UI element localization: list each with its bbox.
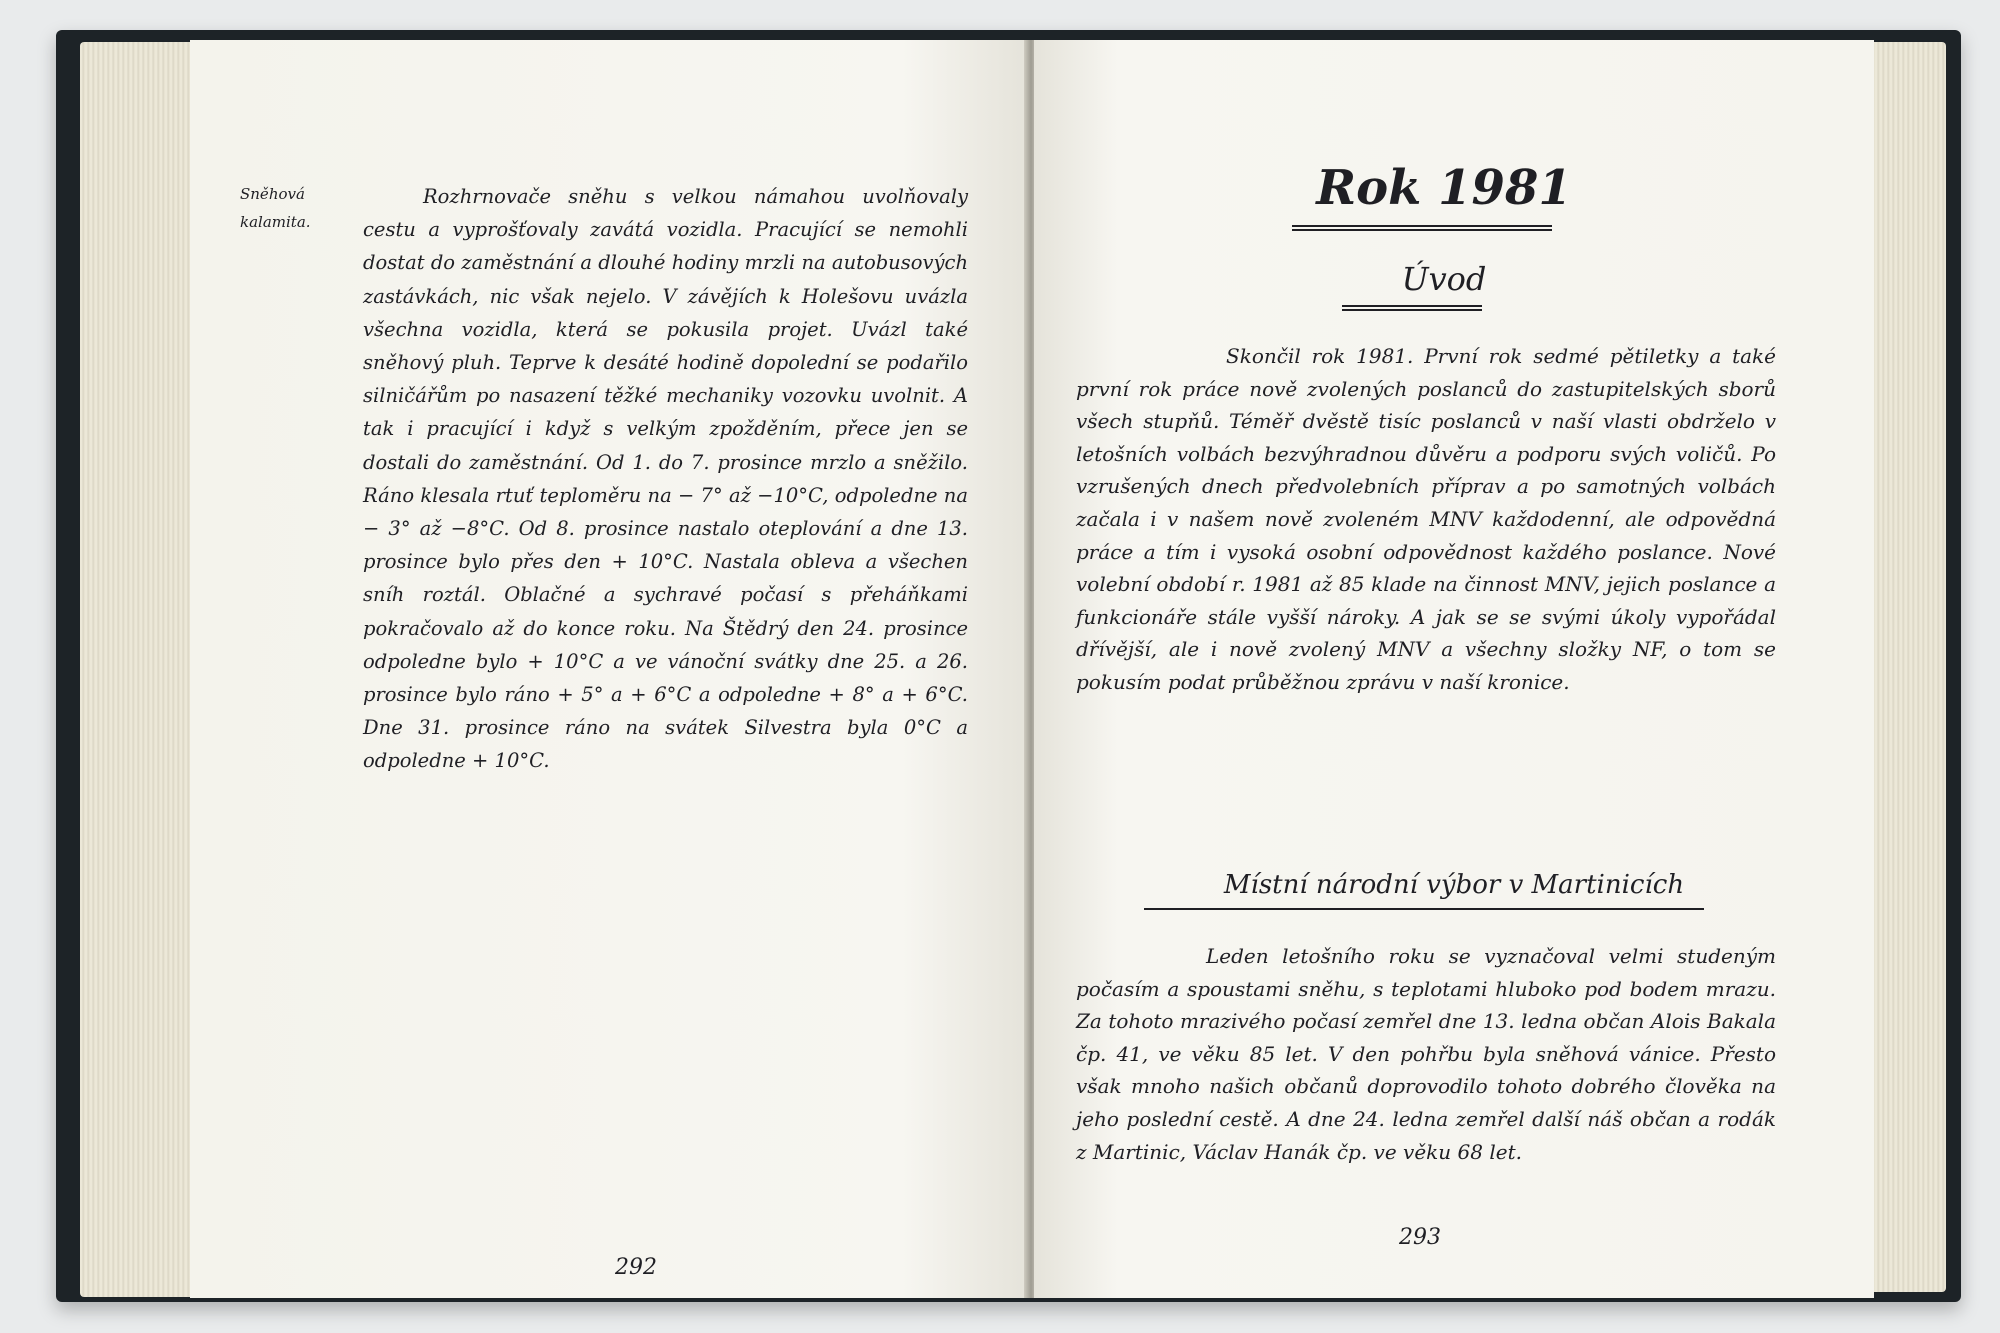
right-page xyxy=(1034,40,1874,1298)
section-paragraph xyxy=(1076,940,1776,1168)
page-number-left: 292 xyxy=(615,1255,657,1280)
title-underline-2 xyxy=(1292,229,1552,231)
section-heading-uvod: Úvod xyxy=(1401,260,1487,298)
page-number-right: 293 xyxy=(1399,1225,1441,1250)
heading-underline xyxy=(1342,305,1482,307)
intro-paragraph xyxy=(1076,340,1776,699)
page-edges-right xyxy=(1870,42,1946,1292)
page-edges-left xyxy=(80,42,192,1297)
heading-underline-2 xyxy=(1342,309,1482,311)
title-underline xyxy=(1292,225,1552,227)
left-page-body xyxy=(363,180,968,778)
left-page xyxy=(190,40,1028,1298)
intro-text: Skončil rok 1981. První rok sedmé pětiletky a také první rok práce nově zvolených poslanců do zastupitelských sborů všech stupňů. Téměř dvěstě tisíc poslanců v naší vlasti obdrželo v letošních volbách bezvýhradnou důvěru a podporu svých voličů. Po vzrušených dnech předvolebních příprav a po samotných volbách začala i v našem nově zvoleném MNV každodenní, ale odpovědná práce a tím i vysoká osobní odpovědnost každého poslance. Nové volební období r. 1981 až 85 klade na činnost MNV, jejich poslance a funkcionáře stále vyšší nároky. A jak se se svými úkoly vypořádal dřívější, ale i nově zvolený MNV a všechny složky NF, o tom se pokusím podat průběžnou zprávu v naší kronice. xyxy=(1076,344,1776,694)
section-text: Leden letošního roku se vyznačoval velmi studeným počasím a spoustami sněhu, s teplotami hluboko pod bodem mrazu. Za tohoto mrazivého počasí zemřel dne 13. ledna občan Alois Bakala čp. 41, ve věku 85 let. V den pohřbu byla sněhová vánice. Přesto však mnoho našich občanů doprovodilo tohoto dobrého člověka na jeho poslední cestě. A dne 24. ledna zemřel další náš občan a rodák z Martinic, Václav Hanák čp. ve věku 68 let. xyxy=(1076,944,1776,1164)
left-body-text: Rozhrnovače sněhu s velkou námahou uvolňovaly cestu a vyprošťovaly zavátá vozidla. Pracující se nemohli dostat do zaměstnání a dlouhé hodiny mrzli na autobusových zastávkách, nic však nejelo. V závějích k Holešovu uvázla všechna vozidla, která se pokusila projet. Uvázl také sněhový pluh. Teprve k desáté hodině dopolední se podařilo silničářům po nasazení těžké mechaniky vozovku uvolnit. A tak i pracující i když s velkým zpožděním, přece jen se dostali do zaměstnání. Od 1. do 7. prosince mrzlo a sněžilo. Ráno klesala rtuť teploměru na − 7° až −10°C, odpoledne na − 3° až −8°C. Od 8. prosince nastalo oteplování a dne 13. prosince bylo přes den + 10°C. Nastala obleva a všechen sníh roztál. Oblačné a sychravé počasí s přeháňkami pokračovalo až do konce roku. Na Štědrý den 24. prosince odpoledne bylo + 10°C a ve vánoční svátky dne 25. a 26. prosince bylo ráno + 5° a + 6°C a odpoledne + 8° a + 6°C. Dne 31. prosince ráno na svátek Silvestra byla 0°C a odpoledne + 10°C. xyxy=(363,185,968,773)
section-heading-mnv: Místní národní výbor v Martinicích xyxy=(1223,870,1685,900)
subheading-underline xyxy=(1144,908,1704,910)
margin-note: Sněhová kalamita. xyxy=(240,185,311,231)
page-title: Rok 1981 xyxy=(1316,160,1572,216)
